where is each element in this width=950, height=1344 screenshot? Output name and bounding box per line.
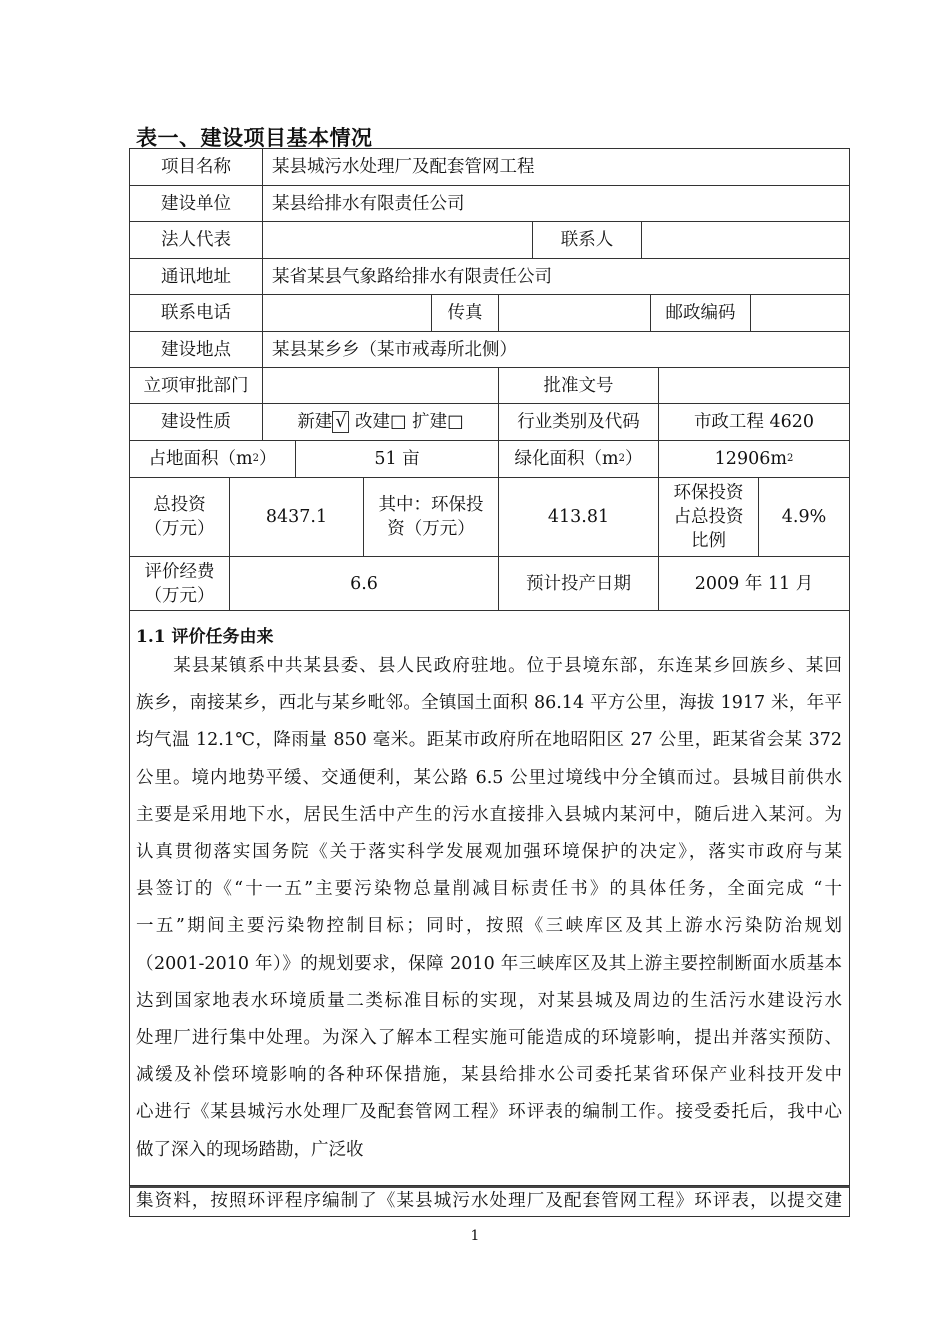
total-invest-label [129,477,230,557]
approval-dept-label: 立项审批部门 [129,367,263,404]
industry-label: 行业类别及代码 [498,403,659,441]
continuation-line: 集资料，按照环评程序编制了《某县城污水处理厂及配套管网工程》环评表，以提交建 [136,1191,842,1211]
section-heading: 1.1 评价任务由来 [136,627,274,647]
paragraph-line: 主要是采用地下水，居民生活中产生的污水直接排入县城内某河中，随后进入某河。为 [136,804,842,825]
nature-new-label: 新建 [297,412,333,432]
label-line: 比例 [691,531,726,551]
site-value: 某县某乡乡（某市戒毒所北侧） [262,331,850,368]
label-line: 环保投资 [673,483,744,503]
contact-label: 联系人 [532,221,642,259]
label-line: （万元） [144,585,215,606]
eval-fee-label [129,556,230,611]
start-date-label: 预计投产日期 [498,556,659,611]
ratio-value: 4.9% [758,477,850,557]
eval-fee-value: 6.6 [229,556,499,611]
legal-rep-label: 法人代表 [129,221,263,259]
builder-value: 某县给排水有限责任公司 [262,185,850,222]
paragraph-line: （2001-2010 年）》的规划要求，保障 2010 年三峡库区及其上游主要控制断面水质基本 [136,953,842,974]
paragraph-line: 公里。境内地势平缓、交通便利，某公路 6.5 公里过境线中分全镇而过。县城目前供水 [136,767,842,788]
start-date-value: 2009 年 11 月 [658,556,850,611]
green-area-value: 12906m 2 [658,440,850,478]
green-area-label-end: ） [624,449,643,469]
nature-label: 建设性质 [129,403,263,441]
phone-value [262,294,432,332]
land-area-label-end: ） [258,449,277,469]
address-label: 通讯地址 [129,258,263,295]
label-line: 其中：环保投 [378,495,484,515]
phone-label: 联系电话 [129,294,263,332]
industry-value: 市政工程 4620 [658,403,850,441]
land-area-label: 占地面积（m 2 ） [129,440,296,478]
approval-no-value [658,367,850,404]
approval-dept-value [262,367,499,404]
contact-value [641,221,850,259]
label-line: （万元） [144,519,215,539]
paragraph-line: 族乡，南接某乡，西北与某乡毗邻。全镇国土面积 86.14 平方公里，海拔 1917 米，年平 [136,693,842,714]
label-line: 占总投资 [673,507,744,527]
paragraph-line: 县签订的《“十一五”主要污染物总量削减目标责任书》的具体任务，全面完成 “十 [136,879,842,900]
label-line: 资（万元） [387,519,475,539]
land-area-label-text: 占地面积（m [148,449,253,469]
postcode-label: 邮政编码 [650,294,751,332]
legal-rep-value [262,221,533,259]
approval-no-label: 批准文号 [498,367,659,404]
paragraph-line: 心进行《某县城污水处理厂及配套管网工程》环评表的编制工作。接受委托后，我中心 [136,1102,842,1123]
green-area-label: 绿化面积（m 2 ） [498,440,659,478]
paragraph-line: 均气温 12.1℃，降雨量 850 毫米。距某市政府所在地昭阳区 27 公里，距某省会某 372 [136,730,842,751]
nature-other-options: 改建□ 扩建□ [355,412,464,432]
paragraph-line: 减缓及补偿环境影响的各种环保措施，某县给排水公司委托某省环保产业科技开发中 [136,1065,842,1086]
land-area-value: 51 亩 [295,440,499,478]
ratio-label [658,477,759,557]
paragraph-line: 做了深入的现场踏勘，广泛收 [136,1139,364,1160]
green-area-number: 12906m [714,449,787,469]
checkbox-new-checked[interactable]: √ [332,411,349,433]
paragraph-line: 处理厂进行集中处理。为深入了解本工程实施可能造成的环境影响，提出并落实预防、 [136,1028,842,1048]
project-name-label: 项目名称 [129,148,263,186]
paragraph-line: 认真贯彻落实国务院《关于落实科学发展观加强环境保护的决定》，落实市政府与某 [136,842,842,862]
fax-value [498,294,651,332]
env-invest-label [363,477,499,557]
nature-options [262,403,499,441]
label-line: 总投资 [153,495,206,515]
paragraph-line: 某县某镇系中共某县委、县人民政府驻地。位于县境东部，东连某乡回族乡、某回 [136,656,842,676]
builder-label: 建设单位 [129,185,263,222]
env-invest-value: 413.81 [498,477,659,557]
paragraph-line: 一五”期间主要污染物控制目标；同时，按照《三峡库区及其上游水污染防治规划 [136,916,842,937]
table-title: 表一、建设项目基本情况 [136,126,373,150]
postcode-value [750,294,850,332]
page-number: 1 [470,1228,480,1244]
project-name-value: 某县城污水处理厂及配套管网工程 [262,148,850,186]
total-invest-value: 8437.1 [229,477,364,557]
label-line: 评价经费 [144,561,215,582]
green-area-label-text: 绿化面积（m [514,449,619,469]
address-value: 某省某县气象路给排水有限责任公司 [262,258,850,295]
site-label: 建设地点 [129,331,263,368]
fax-label: 传真 [431,294,499,332]
paragraph-line: 达到国家地表水环境质量二类标准目标的实现，对某县城及周边的生活污水建设污水 [136,990,842,1011]
